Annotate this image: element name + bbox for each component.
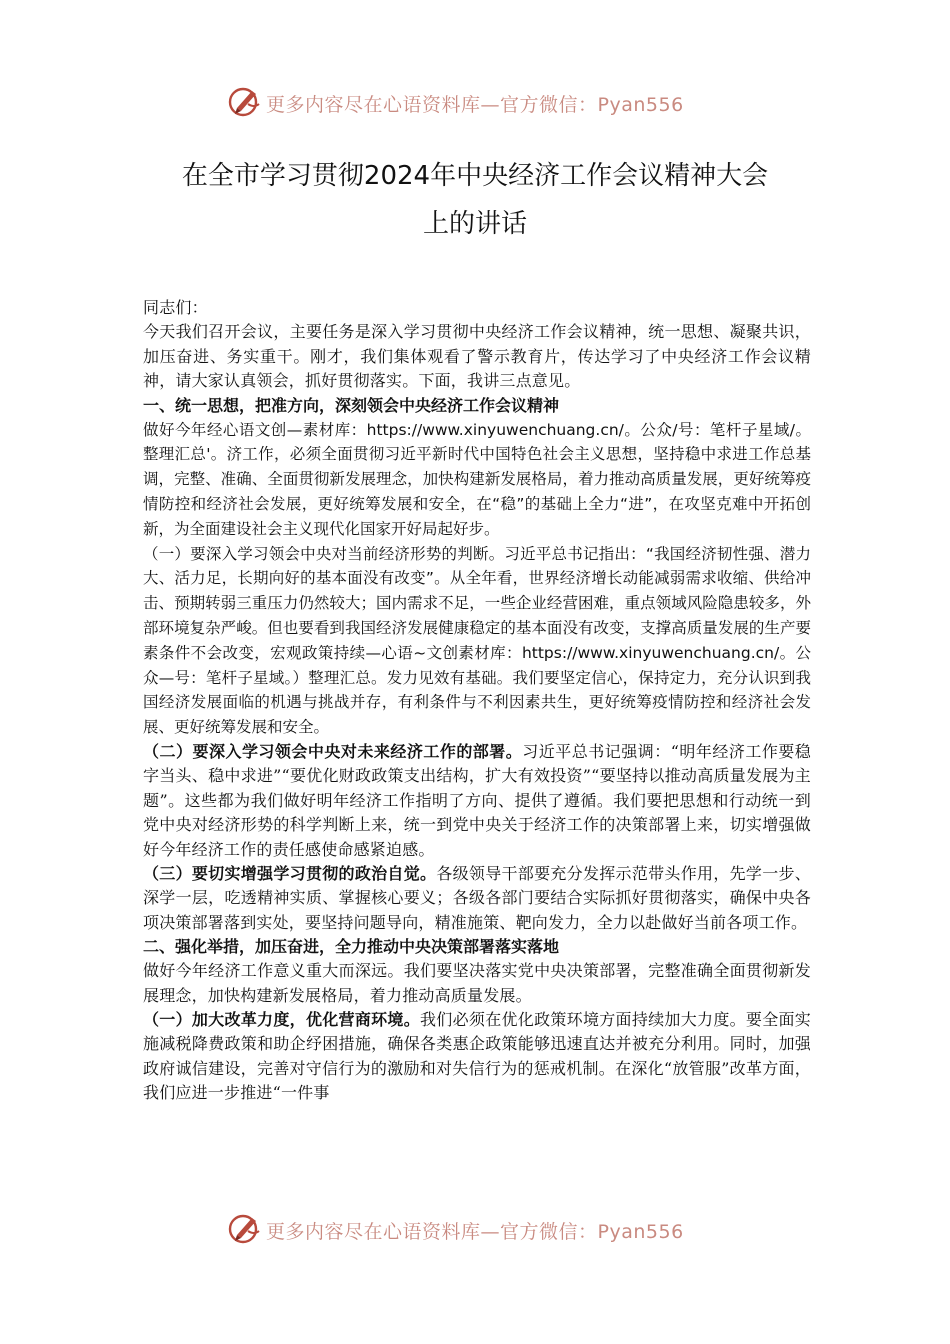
section-2-sub-1-text: 我们必须在优化政策环境方面持续加大力度。要全面实施减税降费政策和助企纾困措施，确保各类惠企政策能够迅速直达并被充分利用。同时，加强政府诚信建设，完善对守信行为的激励和对失信行为的惩戒机制。在深化“放管服”改革方面，我们应进一步推进“一件事 — [143, 1010, 811, 1103]
title-line-2: 上的讲话 — [422, 209, 527, 239]
section-2-sub-1 — [143, 1008, 811, 1106]
section-1-sub-3 — [143, 862, 811, 935]
watermark-text — [266, 90, 684, 117]
watermark-label: 更多内容尽在心语资料库—官方微信： — [266, 94, 598, 116]
section-2-heading: 二、强化举措，加压奋进，全力推动中央决策部署落实落地 — [143, 937, 560, 957]
section-1-sub-3-text: 各级领导干部要充分发挥示范带头作用，先学一步、深学一层，吃透精神实质、掌握核心要义；各级各部门要结合实际抓好贯彻落实，确保中央各项决策部署落到实处，要坚持问题导向，精准施策、靶向发力，全力以赴做好当前各项工作。 — [143, 864, 811, 932]
watermark-label: 更多内容尽在心语资料库—官方微信： — [266, 1221, 598, 1243]
document-title — [120, 152, 830, 248]
section-1-paragraph: 做好今年经心语文创—素材库：https://www.xinyuwenchuang.cn/。公众/号：笔杆子星域/。整理汇总'。济工作，必须全面贯彻习近平新时代中国特色社会主义思想，坚持稳中求进工作总基调，完整、准确、全面贯彻新发展理念，加快构建新发展格局，着力推动高质量发展，更好统筹疫情防控和经济社会发展，更好统筹发展和安全，在“稳”的基础上全力“进”，在攻坚克难中开拓创新，为全面建设社会主义现代化国家开好局起好步。 — [143, 420, 811, 538]
section-1-heading: 一、统一思想，把准方向，深刻领会中央经济工作会议精神 — [143, 395, 560, 415]
watermark-banner-bottom — [228, 1209, 728, 1249]
section-1-sub-1: （一）要深入学习领会中央对当前经济形势的判断。习近平总书记指出：“我国经济韧性强、潜力大、活力足，长期向好的基本面没有改变”。从全年看，世界经济增长动能减弱需求收缩、供给冲击、预期转弱三重压力仍然较大；国内需求不足，一些企业经营困难，重点领域风险隐患较多，外部环境复杂严峻。但也要看到我国经济发展健康稳定的基本面没有改变，支撑高质量发展的生产要素条件不会改变，宏观政策持续—心语~文创素材库：https://www.xinyuwenchuang.cn/。公众—号：笔杆子星域。）整理汇总。发力见效有基础。我们要坚定信心，保持定力，充分认识到我国经济发展面临的机遇与挑战并存，有利条件与不利因素共生，更好统筹疫情防控和经济社会发展、更好统筹发展和安全。 — [143, 544, 811, 737]
pen-logo-icon — [228, 84, 262, 118]
section-2-paragraph: 做好今年经济工作意义重大而深远。我们要坚决落实党中央决策部署，完整准确全面贯彻新发展理念，加快构建新发展格局，着力推动高质量发展。 — [143, 961, 811, 1005]
section-1-sub-2 — [143, 740, 811, 862]
title-line-1: 在全市学习贯彻2024年中央经济工作会议精神大会 — [181, 161, 769, 191]
watermark-code: Pyan556 — [597, 94, 684, 116]
pen-logo-icon — [228, 1211, 262, 1245]
section-1-sub-3-lead: （三）要切实增强学习贯彻的政治自觉。 — [143, 864, 437, 884]
watermark-text — [266, 1217, 684, 1244]
greeting: 同志们： — [143, 298, 208, 317]
intro-paragraph: 今天我们召开会议，主要任务是深入学习贯彻中央经济工作会议精神，统一思想、凝聚共识，加压奋进、务实重干。刚才，我们集体观看了警示教育片，传达学习了中央经济工作会议精神，请大家认真领会，抓好贯彻落实。下面，我讲三点意见。 — [143, 322, 811, 391]
watermark-code: Pyan556 — [597, 1221, 684, 1243]
section-1-sub-2-text: 习近平总书记强调：“明年经济工作要稳字当头、稳中求进”“要优化财政政策支出结构，扩大有效投资”“要坚持以推动高质量发展为主题”。这些都为我们做好明年经济工作指明了方向、提供了遵循。我们要把思想和行动统一到党中央对经济形势的科学判断上来，统一到党中央关于经济工作的决策部署上来，切实增强做好今年经济工作的责任感使命感紧迫感。 — [143, 741, 811, 859]
watermark-banner-top — [228, 82, 728, 122]
document-body — [143, 296, 811, 1106]
section-1-sub-2-lead: （二）要深入学习领会中央对未来经济工作的部署。 — [143, 741, 523, 761]
section-2-sub-1-lead: （一）加大改革力度，优化营商环境。 — [143, 1010, 421, 1030]
